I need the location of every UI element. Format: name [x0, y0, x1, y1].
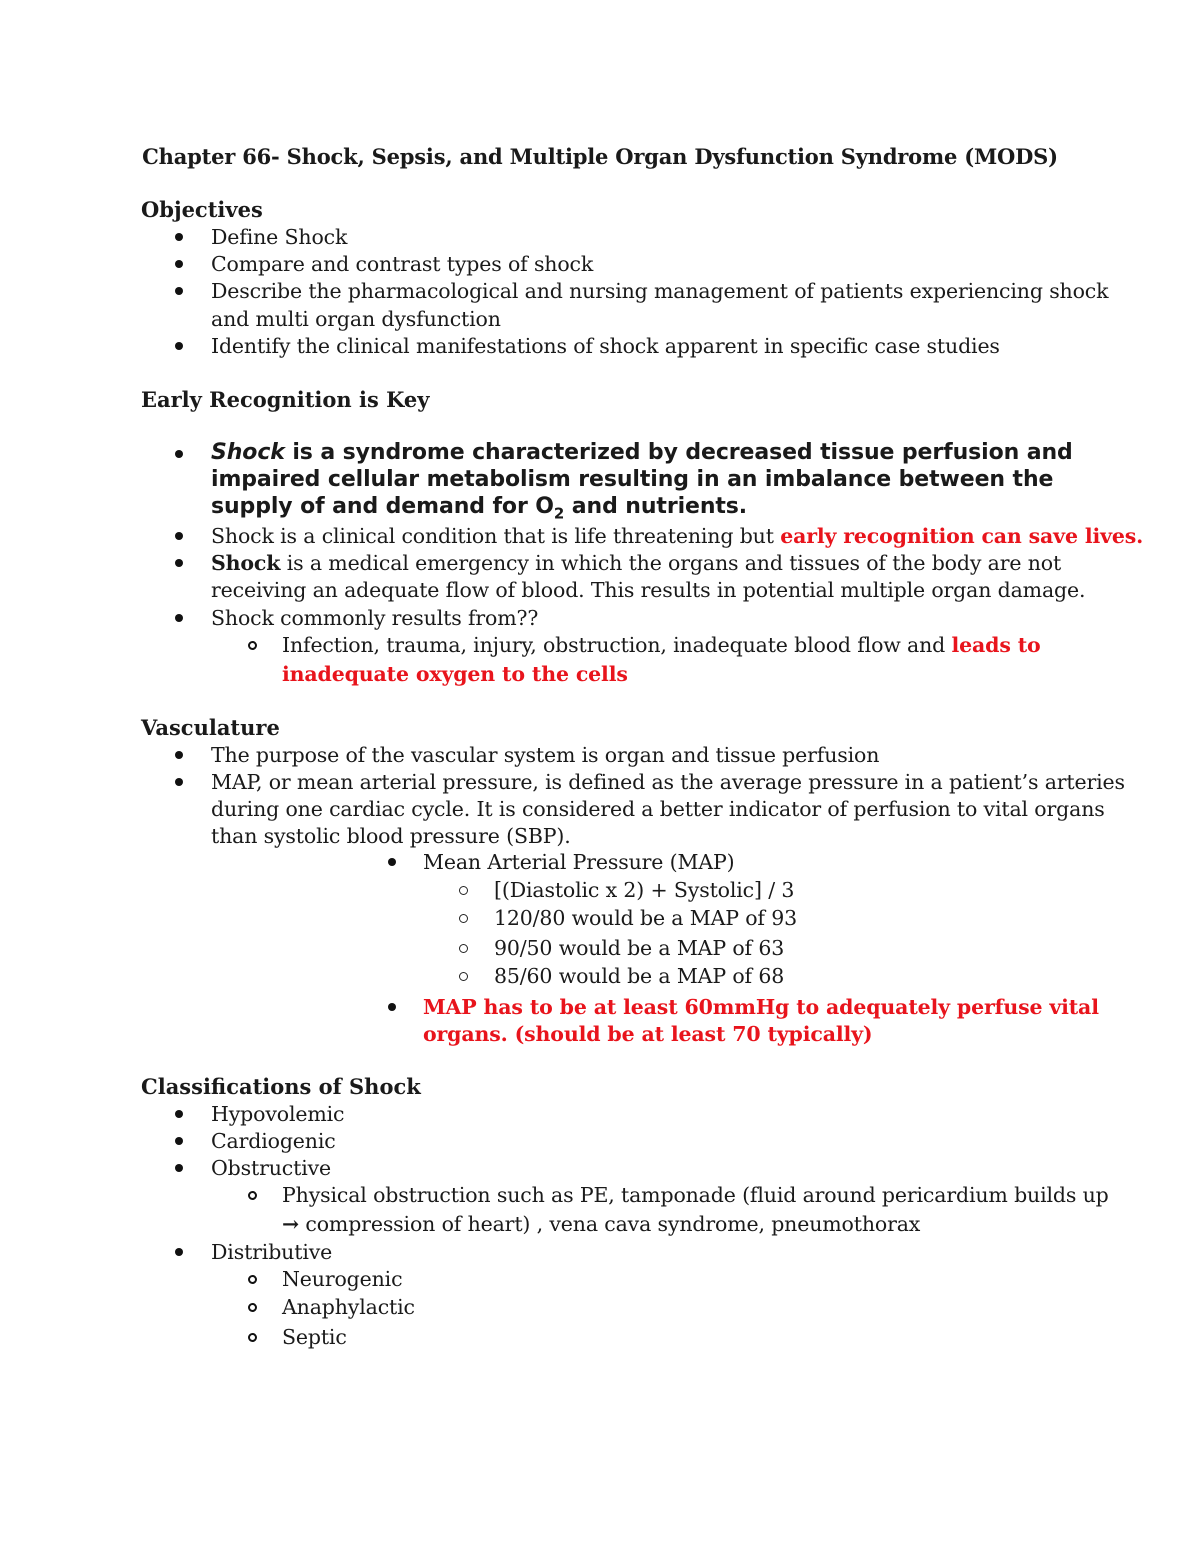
list-item: Obstructive [211, 1156, 332, 1180]
bullet-icon [388, 1003, 396, 1011]
bullet-icon [175, 287, 183, 295]
sub-list-item: Infection, trauma, injury, obstruction, inadequate blood flow and leads to [282, 633, 1041, 657]
bullet-icon [175, 260, 183, 268]
list-item: The purpose of the vascular system is organ and tissue perfusion [211, 743, 880, 767]
map-label: Mean Arterial Pressure (MAP) [423, 850, 735, 874]
list-item: Cardiogenic [211, 1129, 336, 1153]
bullet-icon [175, 778, 183, 786]
shock-definition-line: impaired cellular metabolism resulting in an imbalance between the [211, 467, 1054, 492]
map-warning-continuation: organs. (should be at least 70 typically) [423, 1022, 873, 1046]
highlight-text: early recognition can save lives. [780, 524, 1144, 548]
map-warning: MAP has to be at least 60mmHg to adequately perfuse vital [423, 995, 1099, 1019]
shock-term: Shock [211, 440, 285, 465]
map-item: 85/60 would be a MAP of 68 [494, 964, 785, 988]
bullet-icon [175, 532, 183, 540]
list-item-continuation: than systolic blood pressure (SBP). [211, 824, 571, 848]
map-item: 90/50 would be a MAP of 63 [494, 936, 785, 960]
bullet-icon [175, 1164, 183, 1172]
objectives-heading: Objectives [141, 197, 263, 222]
sub-bullet-icon [248, 641, 257, 650]
sub-bullet-icon [248, 1191, 257, 1200]
vasculature-heading: Vasculature [141, 715, 280, 740]
sub-bullet-icon [459, 944, 468, 953]
sub-bullet-icon [248, 1275, 257, 1284]
list-item: Identify the clinical manifestations of shock apparent in specific case studies [211, 334, 1000, 358]
list-item-continuation: and multi organ dysfunction [211, 307, 501, 331]
list-item: Shock is a medical emergency in which the organs and tissues of the body are not [211, 551, 1062, 575]
bullet-icon [175, 450, 183, 458]
sub-list-item: Physical obstruction such as PE, tamponade (fluid around pericardium builds up [282, 1183, 1109, 1207]
shock-definition-line: Shock is a syndrome characterized by decreased tissue perfusion and [211, 440, 1073, 465]
list-item-continuation: receiving an adequate flow of blood. This results in potential multiple organ damage. [211, 578, 1086, 602]
list-item: Describe the pharmacological and nursing management of patients experiencing shock [211, 279, 1109, 303]
bullet-icon [175, 614, 183, 622]
bullet-icon [175, 233, 183, 241]
list-item: Define Shock [211, 225, 348, 249]
sub-bullet-icon [459, 972, 468, 981]
sub-list-item: Anaphylactic [282, 1295, 415, 1319]
arrow-right-icon: → [282, 1212, 300, 1236]
sub-list-item: Neurogenic [282, 1267, 403, 1291]
sub-list-item-continuation: inadequate oxygen to the cells [282, 662, 628, 686]
sub-list-item-continuation: → compression of heart) , vena cava syndrome, pneumothorax [282, 1212, 921, 1236]
bullet-icon [175, 751, 183, 759]
sub-list-item: Septic [282, 1325, 347, 1349]
early-recognition-heading: Early Recognition is Key [141, 387, 430, 412]
bullet-icon [175, 1248, 183, 1256]
list-item: MAP, or mean arterial pressure, is defined as the average pressure in a patient’s arteries [211, 770, 1125, 794]
list-item: Shock is a clinical condition that is life threatening but early recognition can save lives. [211, 524, 1144, 548]
list-item: Distributive [211, 1240, 333, 1264]
bullet-icon [175, 1137, 183, 1145]
classifications-heading: Classifications of Shock [141, 1074, 421, 1099]
sub-bullet-icon [459, 886, 468, 895]
map-item: 120/80 would be a MAP of 93 [494, 906, 798, 930]
list-item: Compare and contrast types of shock [211, 252, 594, 276]
page-title: Chapter 66- Shock, Sepsis, and Multiple Organ Dysfunction Syndrome (MODS) [142, 144, 1058, 169]
bullet-icon [175, 559, 183, 567]
list-item: Shock commonly results from?? [211, 606, 539, 630]
sub-bullet-icon [248, 1303, 257, 1312]
bullet-icon [175, 342, 183, 350]
shock-definition-line: supply of and demand for $O_2$ and nutrients. [211, 494, 748, 523]
bullet-icon [175, 1110, 183, 1118]
bullet-icon [388, 858, 396, 866]
list-item: Hypovolemic [211, 1102, 345, 1126]
sub-bullet-icon [248, 1333, 257, 1342]
map-item: [(Diastolic x 2) + Systolic] / 3 [494, 878, 795, 902]
sub-bullet-icon [459, 914, 468, 923]
list-item-continuation: during one cardiac cycle. It is considered a better indicator of perfusion to vital organs [211, 797, 1105, 821]
